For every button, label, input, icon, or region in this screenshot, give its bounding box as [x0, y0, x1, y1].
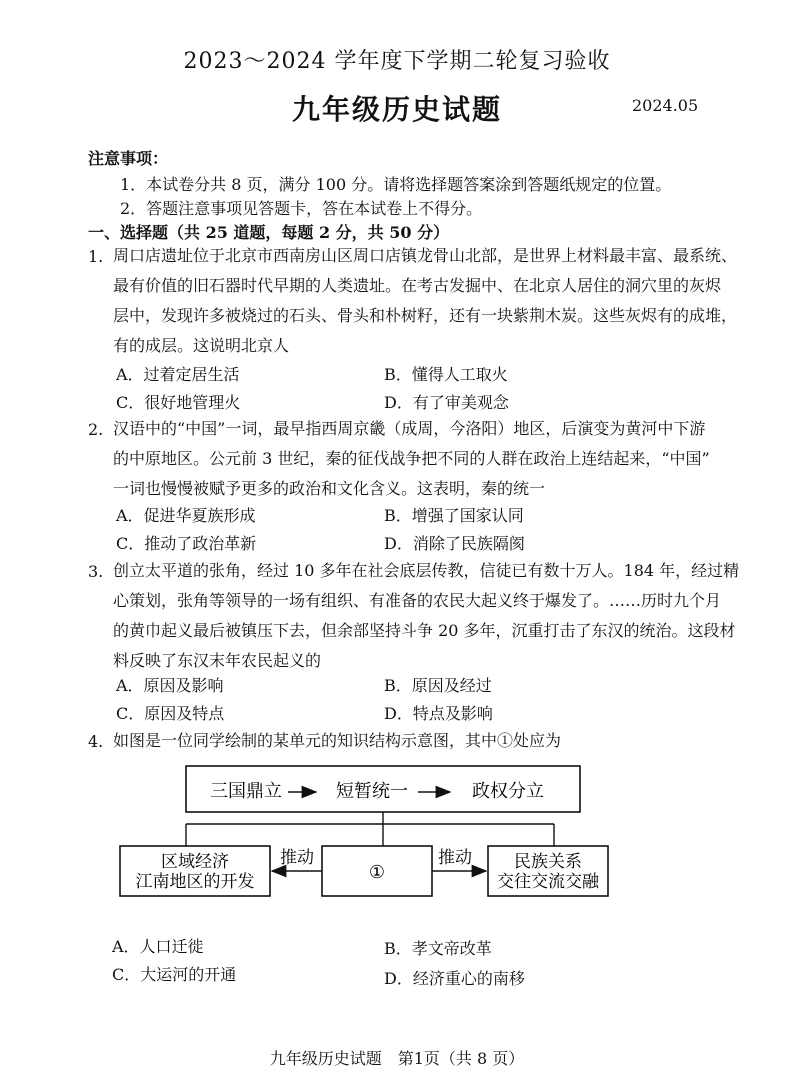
question-1-option-a: A．过着定居生活 — [116, 365, 240, 384]
diagram-top-text-1: 三国鼎立 — [210, 781, 282, 802]
question-2-option-d: D．消除了民族隔阂 — [384, 534, 525, 553]
question-4-stem — [113, 726, 773, 756]
exam-date: 2024.05 — [632, 96, 699, 115]
question-line: 层中，发现许多被烧过的石头、骨头和朴树籽，还有一块紫荆木炭。这些灰烬有的成堆， — [113, 306, 738, 325]
question-1-option-b: B．懂得人工取火 — [384, 365, 508, 384]
question-4-option-c: C．大运河的开通 — [112, 965, 237, 984]
question-2-option-a: A．促进华夏族形成 — [116, 506, 256, 525]
question-3-stem — [113, 556, 773, 676]
question-4-option-a: A．人口迁徙 — [112, 937, 204, 956]
section-heading: 一、选择题（共 25 道题，每题 2 分，共 50 分） — [88, 223, 450, 242]
question-1-number: 1. — [88, 247, 104, 266]
knowledge-structure-diagram — [110, 760, 610, 910]
question-1-stem — [113, 241, 773, 361]
diagram-left-text-2: 江南地区的开发 — [135, 872, 255, 892]
question-line: 的中原地区。公元前 3 世纪，秦的征伐战争把不同的人群在政治上连结起来，“中国” — [113, 449, 710, 468]
question-4-option-b: B．孝文帝改革 — [384, 939, 492, 958]
notice-item-1: 1．本试卷分共 8 页，满分 100 分。请将选择题答案涂到答题纸规定的位置。 — [120, 175, 672, 194]
diagram-right-text-1: 民族关系 — [514, 852, 582, 872]
question-line: 有的成层。这说明北京人 — [113, 336, 290, 355]
question-4-number: 4. — [88, 732, 104, 751]
exam-subtitle: 2023～2024 学年度下学期二轮复习验收 — [183, 49, 611, 74]
question-2-number: 2. — [88, 420, 104, 439]
question-3-option-a: A．原因及影响 — [116, 676, 224, 695]
notice-heading: 注意事项： — [88, 149, 169, 168]
diagram-top-text-3: 政权分立 — [472, 781, 544, 802]
question-line: 心策划，张角等领导的一场有组织、有准备的农民大起义终于爆发了。……历时九个月 — [113, 591, 722, 610]
diagram-arrow-left-label: 推动 — [280, 848, 314, 868]
question-2-stem — [113, 414, 773, 504]
question-line: 如图是一位同学绘制的某单元的知识结构示意图，其中①处应为 — [113, 731, 562, 750]
question-2-option-c: C．推动了政治革新 — [116, 534, 257, 553]
question-3-option-b: B．原因及经过 — [384, 676, 492, 695]
page-footer: 九年级历史试题 第1页（共 8 页） — [269, 1049, 525, 1068]
question-1-option-c: C．很好地管理火 — [116, 393, 241, 412]
question-line: 的黄巾起义最后被镇压下去，但余部坚持斗争 20 多年，沉重打击了东汉的统治。这段材 — [113, 621, 736, 640]
question-line: 最有价值的旧石器时代早期的人类遗址。在考古发掘中、在北京人居住的洞穴里的灰烬 — [113, 276, 722, 295]
diagram-center-text: ① — [368, 862, 386, 883]
question-3-option-d: D．特点及影响 — [384, 704, 493, 723]
question-4-option-d: D．经济重心的南移 — [384, 969, 525, 988]
question-3-option-c: C．原因及特点 — [116, 704, 225, 723]
question-line: 汉语中的“中国”一词，最早指西周京畿（成周，今洛阳）地区，后演变为黄河中下游 — [113, 419, 706, 438]
question-3-number: 3. — [88, 562, 104, 581]
diagram-left-text-1: 区域经济 — [161, 852, 229, 872]
diagram-arrow-right-label: 推动 — [438, 848, 472, 868]
diagram-top-text-2: 短暂统一 — [336, 781, 408, 802]
question-line: 周口店遗址位于北京市西南房山区周口店镇龙骨山北部，是世界上材料最丰富、最系统、 — [113, 246, 738, 265]
exam-title: 九年级历史试题 — [291, 93, 502, 126]
question-1-option-d: D．有了审美观念 — [384, 393, 509, 412]
question-2-option-b: B．增强了国家认同 — [384, 506, 524, 525]
question-line: 料反映了东汉末年农民起义的 — [113, 651, 322, 670]
diagram-right-text-2: 交往交流交融 — [497, 872, 599, 892]
question-line: 创立太平道的张角，经过 10 多年在社会底层传教，信徒已有数十万人。184 年，经过精 — [113, 561, 740, 580]
question-line: 一词也慢慢被赋予更多的政治和文化含义。这表明，秦的统一 — [113, 479, 546, 498]
notice-item-2: 2．答题注意事项见答题卡，答在本试卷上不得分。 — [120, 199, 483, 218]
